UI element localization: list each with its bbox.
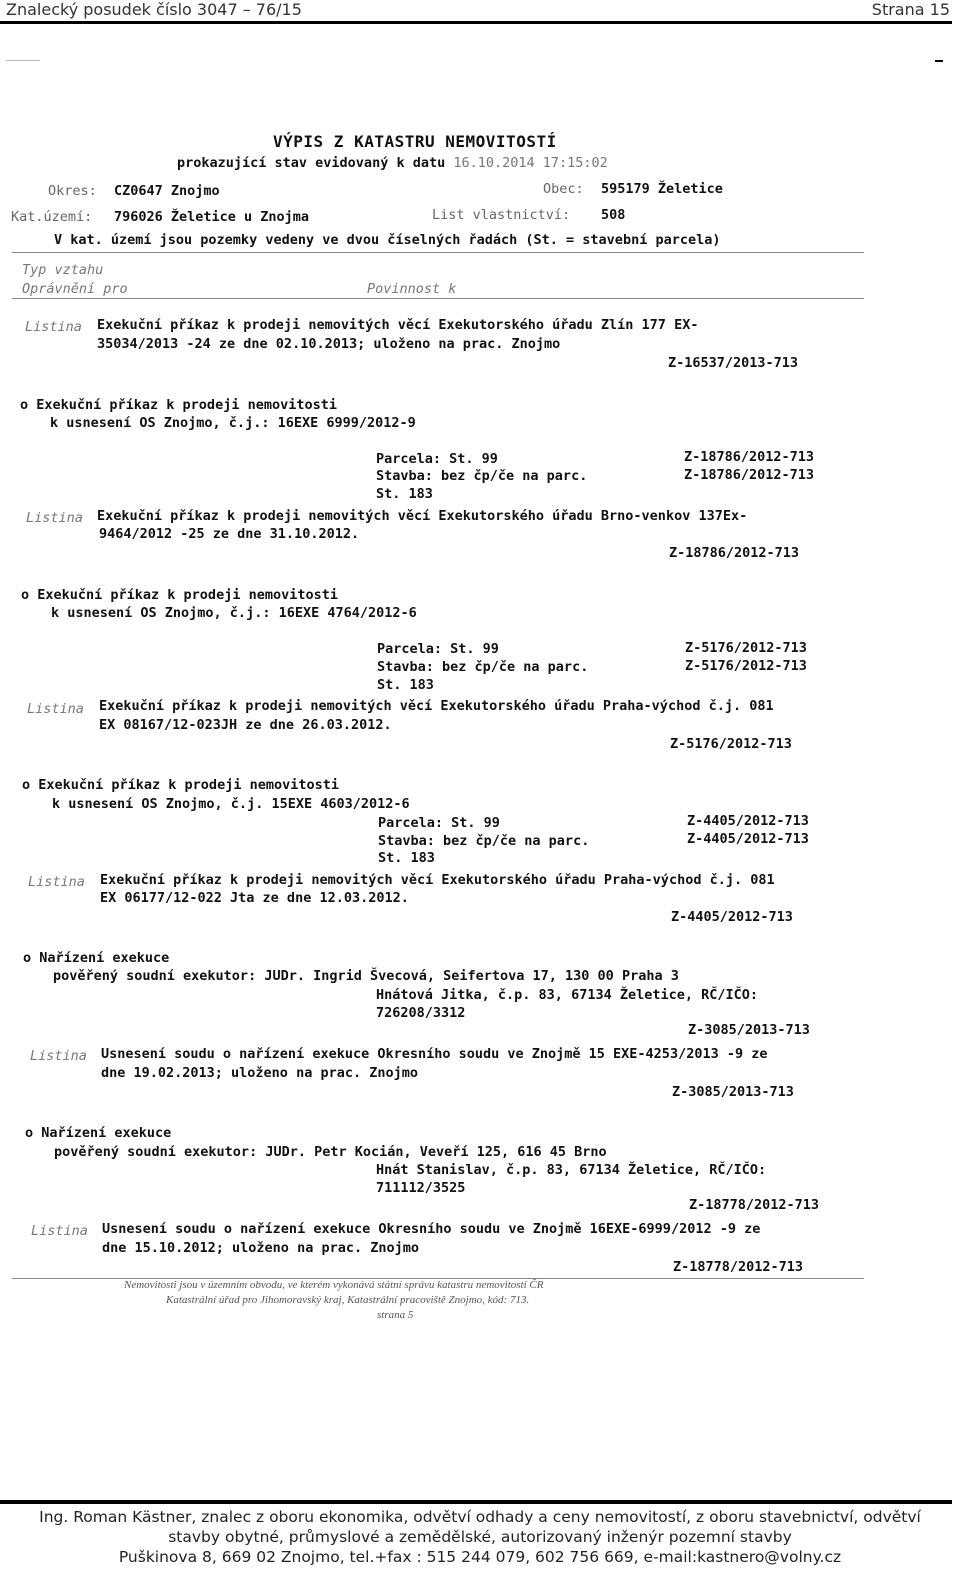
listina-text: 9464/2012 -25 ze dne 31.10.2012. bbox=[99, 526, 360, 542]
footer-author: Ing. Roman Kästner, znalec z oboru ekonomika, odvětví odhady a ceny nemovitostí, z oboru stavebnictví, odvětví bbox=[39, 1508, 921, 1526]
st-line: St. 183 bbox=[378, 850, 435, 866]
record-ref: Z-3085/2013-713 bbox=[688, 1022, 810, 1038]
entry-subtitle: pověřený soudní exekutor: JUDr. Petr Kocián, Veveří 125, 616 45 Brno bbox=[54, 1144, 607, 1160]
listina-text: Exekuční příkaz k prodeji nemovitých věcí Exekutorského úřadu Brno-venkov 137Ex- bbox=[97, 508, 748, 524]
katuzemi-label: Kat.území: bbox=[11, 209, 93, 225]
listina-text: Usnesení soudu o nařízení exekuce Okresního soudu ve Znojmě 15 EXE-4253/2013 -9 ze bbox=[101, 1046, 768, 1062]
record-ref: Z-3085/2013-713 bbox=[672, 1084, 794, 1100]
record-ref: Z-4405/2012-713 bbox=[687, 831, 809, 847]
col-opravneni: Oprávnění pro bbox=[22, 281, 128, 297]
listina-text: EX 06177/12-022 Jta ze dne 12.03.2012. bbox=[100, 890, 409, 906]
stavba-line: Stavba: bez čp/če na parc. bbox=[376, 468, 588, 484]
record-ref: Z-5176/2012-713 bbox=[685, 640, 807, 656]
entry-title: o Nařízení exekuce bbox=[25, 1125, 172, 1141]
owner-line: 711112/3525 bbox=[376, 1180, 466, 1196]
record-ref: Z-18778/2012-713 bbox=[689, 1197, 820, 1213]
listina-text: EX 08167/12-023JH ze dne 26.03.2012. bbox=[99, 717, 392, 733]
listina-text: Exekuční příkaz k prodeji nemovitých věcí Exekutorského úřadu Praha-východ č.j. 081 bbox=[99, 698, 774, 714]
owner-line: 726208/3312 bbox=[376, 1005, 466, 1021]
record-ref: Z-18786/2012-713 bbox=[669, 545, 800, 561]
entry-title: o Exekuční příkaz k prodeji nemovitosti bbox=[21, 587, 338, 603]
stavba-line: Stavba: bez čp/če na parc. bbox=[377, 659, 589, 675]
okres-label: Okres: bbox=[48, 183, 97, 199]
obec-value: 595179 Želetice bbox=[601, 181, 723, 197]
stavba-line: Stavba: bez čp/če na parc. bbox=[378, 833, 590, 849]
listina-text: 35034/2013 -24 ze dne 02.10.2013; uloženo na prac. Znojmo bbox=[97, 336, 561, 352]
entry-title: o Nařízení exekuce bbox=[23, 950, 170, 966]
listina-label: Listina bbox=[28, 874, 85, 890]
scan-mark-right bbox=[935, 60, 943, 62]
owner-line: Hnát Stanislav, č.p. 83, 67134 Želetice, RČ/IČO: bbox=[376, 1162, 767, 1178]
footer-specialization: stavby obytné, průmyslové a zemědělské, autorizovaný inženýr pozemní stavby bbox=[168, 1528, 792, 1546]
katuzemi-value: 796026 Želetice u Znojma bbox=[114, 209, 310, 225]
listina-label: Listina bbox=[26, 510, 83, 526]
owner-line: Hnátová Jitka, č.p. 83, 67134 Želetice, RČ/IČO: bbox=[376, 987, 759, 1003]
scan-mark-left bbox=[6, 60, 40, 61]
listina-text: dne 19.02.2013; uloženo na prac. Znojmo bbox=[101, 1065, 418, 1081]
extract-title: VÝPIS Z KATASTRU NEMOVITOSTÍ bbox=[273, 132, 557, 151]
entry-title: o Exekuční příkaz k prodeji nemovitosti bbox=[22, 777, 339, 793]
extract-subtitle-text: prokazující stav evidovaný k datu bbox=[177, 155, 446, 171]
lv-label: List vlastnictví: bbox=[432, 207, 571, 223]
listina-text: Exekuční příkaz k prodeji nemovitých věcí Exekutorského úřadu Zlín 177 EX- bbox=[97, 317, 699, 333]
page-header-left: Znalecký posudek číslo 3047 – 76/15 bbox=[6, 0, 302, 19]
listina-label: Listina bbox=[27, 701, 84, 717]
col-typ-vztahu: Typ vztahu bbox=[22, 262, 104, 278]
listina-label: Listina bbox=[31, 1223, 88, 1239]
footer-contact: Puškinova 8, 669 02 Znojmo, tel.+fax : 515 244 079, 602 756 669, e-mail:kastnero@volny.cz bbox=[118, 1548, 842, 1566]
listina-text: dne 15.10.2012; uloženo na prac. Znojmo bbox=[102, 1240, 419, 1256]
parcela-line: Parcela: St. 99 bbox=[377, 641, 499, 657]
listina-text: Usnesení soudu o nařízení exekuce Okresního soudu ve Znojmě 16EXE-6999/2012 -9 ze bbox=[102, 1221, 761, 1237]
record-ref: Z-18786/2012-713 bbox=[684, 467, 815, 483]
parcela-line: Parcela: St. 99 bbox=[378, 815, 500, 831]
okres-value: CZ0647 Znojmo bbox=[114, 183, 220, 199]
lv-value: 508 bbox=[601, 207, 626, 223]
entry-title: o Exekuční příkaz k prodeji nemovitosti bbox=[20, 397, 337, 413]
listina-text: Exekuční příkaz k prodeji nemovitých věcí Exekutorského úřadu Praha-východ č.j. 081 bbox=[100, 872, 775, 888]
scan-footer-page: strana 5 bbox=[377, 1309, 414, 1321]
extract-subtitle bbox=[177, 155, 608, 171]
entry-subtitle: pověřený soudní exekutor: JUDr. Ingrid Švecová, Seifertova 17, 130 00 Praha 3 bbox=[53, 968, 679, 984]
record-ref: Z-18778/2012-713 bbox=[673, 1259, 804, 1275]
listina-label: Listina bbox=[30, 1048, 87, 1064]
scan-footer-line: Nemovitosti jsou v územním obvodu, ve kterém vykonává státní správu katastru nemovitostí ČR bbox=[124, 1279, 544, 1291]
entry-subtitle: k usnesení OS Znojmo, č.j. 15EXE 4603/2012-6 bbox=[52, 796, 410, 812]
record-ref: Z-4405/2012-713 bbox=[687, 813, 809, 829]
record-ref: Z-4405/2012-713 bbox=[671, 909, 793, 925]
footer-rule bbox=[0, 1500, 952, 1504]
scan-footer-line: Katastrální úřad pro Jihomoravský kraj, Katastrální pracoviště Znojmo, kód: 713. bbox=[166, 1294, 530, 1306]
record-ref: Z-5176/2012-713 bbox=[685, 658, 807, 674]
entry-subtitle: k usnesení OS Znojmo, č.j.: 16EXE 4764/2012-6 bbox=[51, 605, 417, 621]
record-ref: Z-5176/2012-713 bbox=[670, 736, 792, 752]
extract-rule-1 bbox=[12, 252, 864, 253]
extract-date: 16.10.2014 17:15:02 bbox=[453, 155, 608, 171]
extract-rule-2 bbox=[12, 298, 864, 299]
col-povinnost: Povinnost k bbox=[367, 281, 457, 297]
record-ref: Z-18786/2012-713 bbox=[684, 449, 815, 465]
parcela-line: Parcela: St. 99 bbox=[376, 451, 498, 467]
st-line: St. 183 bbox=[376, 486, 433, 502]
st-line: St. 183 bbox=[377, 677, 434, 693]
header-rule bbox=[0, 21, 952, 24]
entry-subtitle: k usnesení OS Znojmo, č.j.: 16EXE 6999/2012-9 bbox=[50, 415, 416, 431]
obec-label: Obec: bbox=[543, 181, 584, 197]
page-header-right: Strana 15 bbox=[871, 0, 950, 19]
record-ref: Z-16537/2013-713 bbox=[668, 355, 799, 371]
listina-label: Listina bbox=[25, 319, 82, 335]
series-note: V kat. území jsou pozemky vedeny ve dvou číselných řadách (St. = stavební parcela) bbox=[54, 232, 721, 248]
